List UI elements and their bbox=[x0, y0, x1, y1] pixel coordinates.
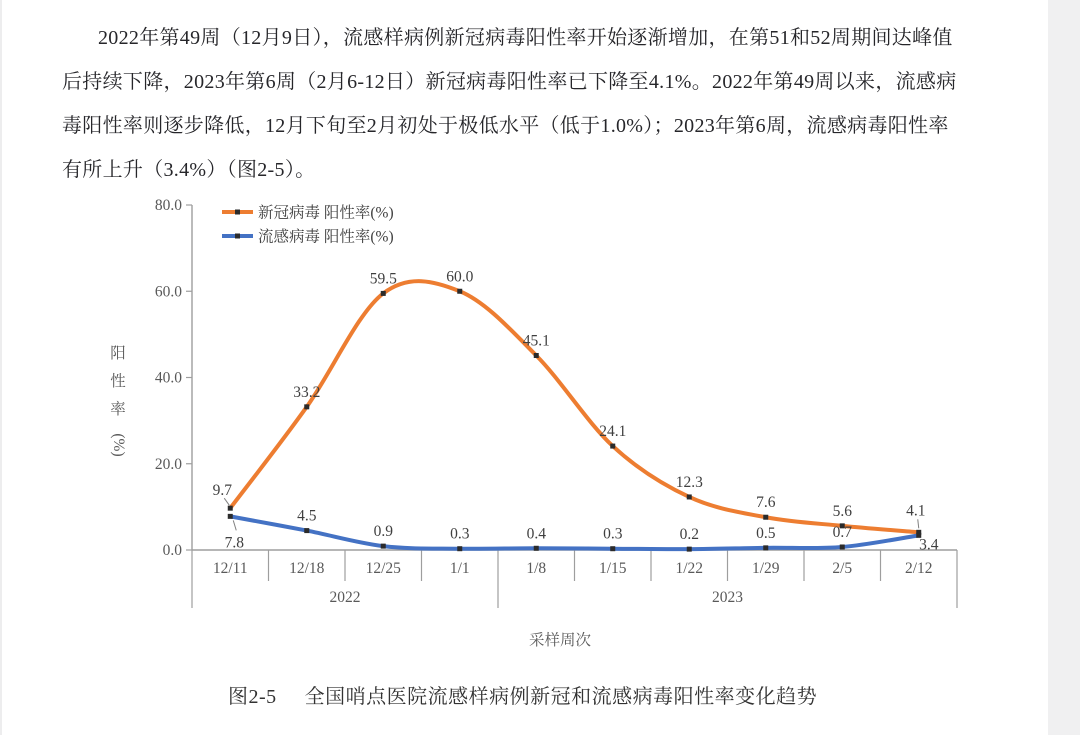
flu-series-data-label: 4.5 bbox=[297, 507, 317, 525]
category-label: 12/11 bbox=[212, 560, 248, 577]
category-label: 1/1 bbox=[449, 560, 470, 577]
flu-series-marker bbox=[840, 544, 845, 549]
flu-series-data-label: 3.4 bbox=[919, 536, 939, 554]
paragraph-line-2: 后持续下降，2023年第6周（2月6-12日）新冠病毒阳性率已下降至4.1%。2022年第49周以来，流感病 bbox=[62, 71, 957, 93]
flu-series-marker bbox=[381, 544, 386, 549]
year-group-label: 2022 bbox=[329, 589, 361, 606]
y-tick-label: 20.0 bbox=[154, 455, 182, 473]
category-label: 2/5 bbox=[832, 560, 853, 577]
flu-series-marker bbox=[228, 514, 233, 519]
figure-caption bbox=[228, 680, 817, 709]
flu-series-line bbox=[230, 516, 919, 549]
paragraph-line-3: 毒阳性率则逐步降低，12月下旬至2月初处于极低水平（低于1.0%）；2023年第6周，流感病毒阳性率 bbox=[62, 115, 949, 137]
flu-series-marker bbox=[534, 546, 539, 551]
y-axis-title-char: 性 bbox=[110, 373, 126, 390]
legend-swatch-marker bbox=[235, 234, 240, 239]
flu-series-marker bbox=[457, 546, 462, 551]
covid-series-marker bbox=[228, 506, 233, 511]
covid-series-line bbox=[230, 281, 919, 532]
flu-series-data-label: 7.8 bbox=[224, 534, 244, 552]
legend-label: 新冠病毒 阳性率(%) bbox=[258, 204, 394, 222]
y-tick-label: 80.0 bbox=[154, 197, 182, 214]
category-label: 1/15 bbox=[598, 560, 627, 577]
flu-series-marker bbox=[687, 547, 692, 552]
flu-series-marker bbox=[763, 545, 768, 550]
year-group-label: 2023 bbox=[712, 589, 743, 606]
y-tick-label: 60.0 bbox=[154, 283, 182, 301]
page-right-gutter bbox=[1048, 0, 1080, 735]
covid-series-data-label: 9.7 bbox=[212, 482, 232, 500]
covid-series-data-label: 4.1 bbox=[906, 502, 926, 520]
covid-series-data-label: 12.3 bbox=[675, 473, 703, 491]
category-label: 1/8 bbox=[526, 560, 547, 577]
paragraph-line-4: 有所上升（3.4%）（图2-5）。 bbox=[62, 159, 316, 181]
figure-label: 图2-5 bbox=[228, 686, 277, 708]
flu-series-data-label: 0.2 bbox=[679, 526, 699, 544]
paragraph-line-1: 2022年第49周（12月9日），流感样病例新冠病毒阳性率开始逐渐增加，在第51和52周期间达峰值 bbox=[98, 27, 953, 49]
flu-series-data-label: 0.9 bbox=[373, 523, 393, 541]
y-tick-label: 40.0 bbox=[154, 369, 182, 387]
category-label: 1/22 bbox=[675, 560, 704, 577]
category-label: 12/25 bbox=[365, 560, 401, 577]
y-axis-title-char: 率 bbox=[110, 401, 126, 418]
flu-series-data-label: 0.4 bbox=[526, 525, 546, 543]
covid-series-data-label: 33.2 bbox=[293, 383, 321, 401]
data-label-leader bbox=[233, 520, 236, 530]
y-axis-title-char: 阳 bbox=[110, 345, 126, 362]
x-axis-title: 采样周次 bbox=[528, 632, 592, 649]
figure-title: 全国哨点医院流感样病例新冠和流感病毒阳性率变化趋势 bbox=[304, 686, 818, 708]
page-left-gutter bbox=[0, 0, 2, 735]
category-label: 1/29 bbox=[751, 560, 780, 577]
covid-series-marker bbox=[304, 404, 309, 409]
covid-series-marker bbox=[457, 289, 462, 294]
covid-series-data-label: 7.6 bbox=[756, 494, 776, 512]
covid-series-marker bbox=[381, 291, 386, 296]
covid-series-marker bbox=[687, 494, 692, 499]
covid-series-marker bbox=[534, 353, 539, 358]
covid-series-data-label: 5.6 bbox=[832, 502, 852, 520]
covid-series-marker bbox=[610, 444, 615, 449]
category-label: 12/18 bbox=[289, 560, 325, 577]
category-label: 2/12 bbox=[904, 560, 933, 577]
flu-series-data-label: 0.5 bbox=[756, 524, 776, 542]
covid-series-marker bbox=[763, 515, 768, 520]
flu-series-data-label: 0.7 bbox=[832, 523, 852, 541]
legend-swatch-marker bbox=[235, 210, 240, 215]
flu-series-data-label: 0.3 bbox=[450, 525, 470, 543]
covid-series-data-label: 60.0 bbox=[446, 268, 474, 286]
flu-series-data-label: 0.3 bbox=[603, 525, 623, 543]
flu-series-marker bbox=[304, 528, 309, 533]
y-tick-label: 0.0 bbox=[162, 542, 182, 559]
covid-series-data-label: 24.1 bbox=[599, 423, 627, 441]
legend-label: 流感病毒 阳性率(%) bbox=[258, 228, 394, 246]
data-label-leader bbox=[918, 519, 919, 528]
covid-series-data-label: 45.1 bbox=[522, 332, 550, 350]
covid-series-data-label: 59.5 bbox=[369, 270, 397, 288]
y-axis-title bbox=[104, 340, 132, 457]
data-label-leader bbox=[224, 498, 229, 505]
y-axis-title-unit: (%) bbox=[110, 433, 127, 457]
flu-series-marker bbox=[610, 546, 615, 551]
